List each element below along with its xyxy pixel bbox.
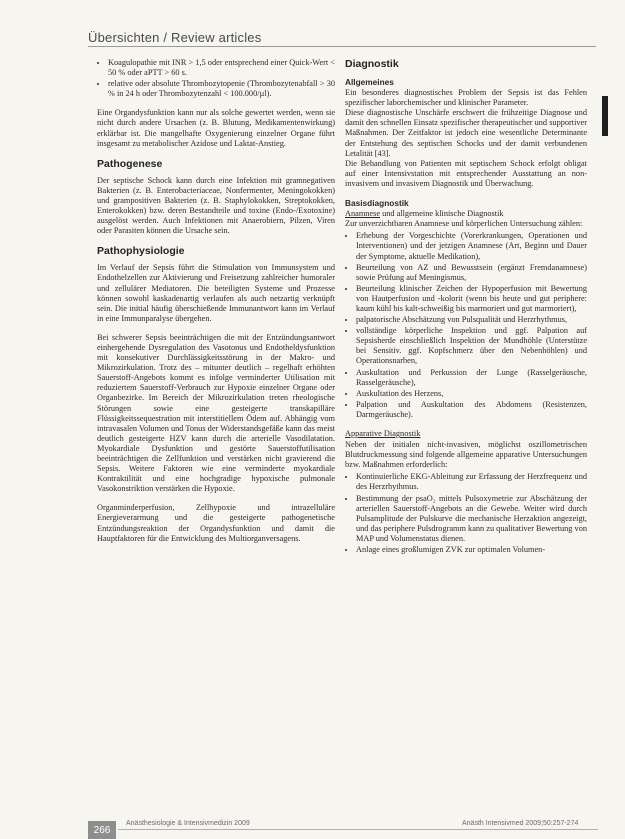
paragraph: Ein besonderes diagnostisches Problem der Sepsis ist das Fehlen spezifischer laborchemischer und klinischer Parameter. [345, 88, 587, 108]
subheading-apparative-diagnostik: Apparative Diagnostik [345, 429, 421, 438]
paragraph: Diese diagnostische Unschärfe erschwert die frühzeitige Diagnose und damit den schnellen Einsatz spezifischer therapeutischer und supportiver Maßnahmen. Der Zeitfaktor ist jedoch eine wesentliche Determinante der Entstehung des septischen Schocks und der damit verbundenen Letalität [43]. [345, 108, 587, 158]
paragraph: Im Verlauf der Sepsis führt die Stimulation von Immunsystem und Endothelzellen zur Aktivierung und Freisetzung zahlreicher humoraler und zellulärer Mediatoren. Die beteiligten Systeme und Prozesse können sowohl kaskadenartig verlaufen als auch netzartig verknüpft sein. Die initial häufig überschießende Immunantwort kann im Verlauf in eine Immunparalyse übergehen. [97, 263, 335, 323]
subheading-allgemeines: Allgemeines [345, 77, 394, 87]
right-column [345, 58, 587, 564]
list-item: • Bestimmung der psaO₂ mittels Pulsoxymetrie zur Abschätzung der arteriellen Sauerstoff-Angebots an die Gewebe. Weiter wird durch Pulsamplitude der Pulskurve die mechanische Herzaktion angezeigt, und das periphere Pulsdrogramm kann zu qualitativer Bewertung von MAP und Volumenstatus dienen. [356, 494, 587, 544]
list-item: • vollständige körperliche Inspektion und ggf. Palpation auf Sepsisherde einschließlich Inspektion der Mundhöhle (Unterstütze bei Sensitiv. ggf. Kopfschmerz über den Nebenhöhlen) und Operationsnarben, [356, 326, 587, 366]
list-item: • Kontinuierliche EKG-Ableitung zur Erfassung der Herzfrequenz und des Herzrhythmus. [356, 472, 587, 492]
footer-divider [118, 829, 598, 830]
list-item: • Beurteilung von AZ und Bewusstsein (ergänzt Fremdanamnese) sowie Prüfung auf Meningismus, [356, 263, 587, 283]
section-heading-pathophysiologie: Pathophysiologie [97, 245, 185, 258]
section-heading-diagnostik: Diagnostik [345, 58, 399, 70]
paragraph: Die Behandlung von Patienten mit septischem Schock erfolgt obligat auf einer Intensivstation mit entsprechender Ausstattung an non-invasivem und invasivem Diagnostik und Überwachung. [345, 158, 587, 188]
section-heading-pathogenese: Pathogenese [97, 157, 163, 170]
list-item: • Beurteilung klinischer Zeichen der Hypoperfusion mit Bewertung von Hautperfusion und -kolorit (wenn bis heute und gut periphere: kaum kühl bis kalt-schweißig bis marmoriert und gut marmoriert), [356, 284, 587, 314]
footer-journal: Anästhesiologie & Intensivmedizin 2009 [126, 820, 250, 827]
list-item: • Anlage eines großlumigen ZVK zur optimalen Volumen- [356, 545, 587, 555]
section-tab-marker [602, 96, 608, 136]
list-item: • palpatorische Abschätzung von Pulsqualität und Herzrhythmus, [356, 315, 587, 325]
paragraph: Der septische Schock kann durch eine Infektion mit gramnegativen Bakterien (z. B. Enterobacteriaceae, Nonfermenter, Meningokokken) und grampositiven Bakterien (z. B. Staphylokokken, Streptokokken, Enterokokken) bzw. deren Bestandteile und toxine (Endo-/Exotoxine) ausgelöst werden. Auch Infektionen mit Anaerobiern, Pilzen, Viren oder Parasiten können die Ursache sein. [97, 175, 335, 236]
paragraph: Zur unverzichtbaren Anamnese und körperlichen Untersuchung zählen: [345, 219, 583, 229]
list-item: • Auskultation des Herzens, [356, 389, 587, 399]
running-header: Übersichten / Review articles [88, 30, 262, 45]
criteria-list [97, 58, 335, 99]
paragraph [345, 209, 587, 219]
underlined-term: Anamnese [345, 209, 381, 219]
paragraph: Bei schwerer Sepsis beeinträchtigen die mit der Entzündungsantwort einhergehende Dysregulation des Vasotonus und Endotheldysfunktion mit konsekutiver Durchlässigkeitsstörung in der Makro- und Mikrozirkulation. Trotz des – mitunter deutlich – regelhaft erhöhten Sauerstoff-Angebots kommt es infolge verminderter Utilisation mit reduziertem Sauerstoff-Verbrauch zur Hypoxie einzelner Organe oder Organbezirke. Im Bereich der Mikrozirkulation treten rheologische Störungen sowie eine gesteigerte transkapilläre Flüssigkeitssequestration mit interstitiellem Ödem auf. Abhängig vom intravasalen Volumen und Tonus der Widerstandsgefäße kann das meist deutlich gesteigerte HZV kann durch die arterielle Vasodilatation. Myokardiale Dysfunktion und gestörte Sauerstoffutilisation beeinträchtigen die Zellfunktion und verstärken nicht gravierend die Sepsis. Weitere Faktoren wie eine verminderte myokardiale Kontraktilität und eine hochgradige hypoxische pulmonale Vasokonstriktion verstärken die Hypoxie. [97, 332, 335, 494]
text-span: und allgemeine klinische Diagnostik [380, 209, 504, 219]
paragraph: Eine Organdysfunktion kann nur als solche gewertet werden, wenn sie nicht durch andere Ursachen (z. B. Blutung, Medikamentenwirkung) erklärbar ist. Die mangelhafte Oxygenierung einzelner Organe führt insgesamt zu metabolischer Azidose und Laktat-Anstieg. [97, 108, 335, 148]
list-item: • Palpation und Auskultation des Abdomens (Resistenzen, Darmgeräusche). [356, 400, 587, 420]
subheading-basisdiagnostik: Basisdiagnostik [345, 198, 409, 209]
apparatus-list [345, 472, 587, 555]
page-number: 266 [88, 821, 116, 839]
list-item: • Erhebung der Vorgeschichte (Vorerkrankungen, Operationen und Interventionen) und der jetzigen Anamnese (Art, Beginn und Dauer der Symptome, aktuelle Medikation), [356, 231, 587, 261]
paragraph: Organminderperfusion, Zellhypoxie und intrazelluläre Energieverarmung und die gesteigerte pathogenetische Entzündungsreaktion der Organdysfunktion und damit die Hauptfaktoren für die Entwicklung des Multiorganversagens. [97, 503, 335, 543]
header-divider [88, 46, 596, 47]
footer-citation: Anästh Intensivmed 2009;50:257-274 [462, 820, 579, 827]
examination-list [345, 231, 587, 420]
list-item: • relative oder absolute Thrombozytopenie (Thrombozytenabfall > 30 % in 24 h oder Thrombozytenzahl < 100.000/µl). [108, 79, 335, 99]
list-item: • Koagulopathie mit INR > 1,5 oder entsprechend einer Quick-Wert < 50 % oder aPTT > 60 s. [108, 58, 335, 78]
list-item: • Auskultation und Perkussion der Lunge (Rasselgeräusche, Rasselgeräusche), [356, 368, 587, 388]
paragraph: Neben der initialen nicht-invasiven, möglichst oszillometrischen Blutdruckmessung sind folgende allgemeine apparative Untersuchungen bzw. Maßnahmen erforderlich: [345, 440, 587, 470]
left-column [97, 58, 335, 553]
